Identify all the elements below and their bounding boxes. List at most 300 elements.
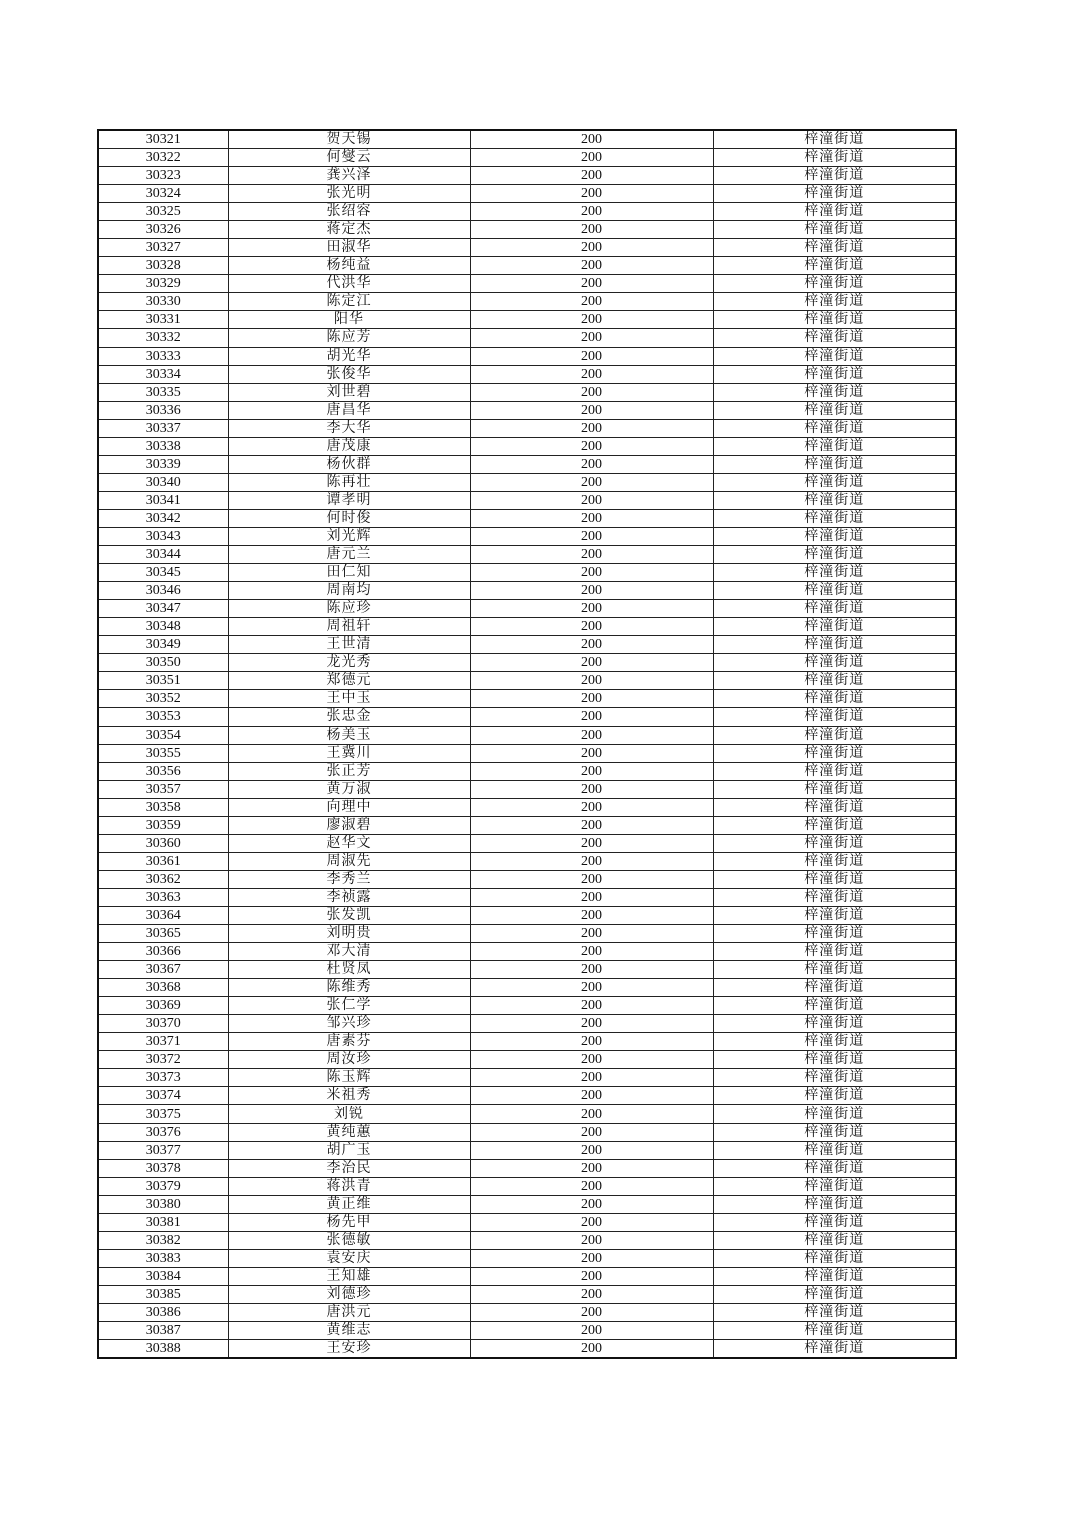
table-row [98,509,956,527]
amount-cell: 200 [470,401,713,419]
table-row [98,600,956,618]
district-cell: 梓潼街道 [713,1231,956,1249]
district-cell: 梓潼街道 [713,257,956,275]
table-row [98,564,956,582]
name-cell: 龙光秀 [228,654,470,672]
district-cell: 梓潼街道 [713,509,956,527]
row-id-cell: 30336 [98,401,228,419]
row-id-cell: 30386 [98,1304,228,1322]
name-cell: 黄纯蕙 [228,1123,470,1141]
amount-cell: 200 [470,1123,713,1141]
name-cell: 张发凯 [228,906,470,924]
table-row [98,1285,956,1303]
district-cell: 梓潼街道 [713,437,956,455]
row-id-cell: 30355 [98,744,228,762]
name-cell: 贺天锡 [228,130,470,149]
table-row [98,582,956,600]
amount-cell: 200 [470,582,713,600]
name-cell: 米祖秀 [228,1087,470,1105]
row-id-cell: 30371 [98,1033,228,1051]
row-id-cell: 30342 [98,509,228,527]
district-cell: 梓潼街道 [713,130,956,149]
district-cell: 梓潼街道 [713,1015,956,1033]
district-cell: 梓潼街道 [713,419,956,437]
district-cell: 梓潼街道 [713,527,956,545]
district-cell: 梓潼街道 [713,690,956,708]
name-cell: 邹兴珍 [228,1015,470,1033]
row-id-cell: 30325 [98,203,228,221]
district-cell: 梓潼街道 [713,1213,956,1231]
amount-cell: 200 [470,203,713,221]
district-cell: 梓潼街道 [713,870,956,888]
row-id-cell: 30357 [98,780,228,798]
table-row [98,1340,956,1359]
district-cell: 梓潼街道 [713,1069,956,1087]
district-cell: 梓潼街道 [713,780,956,798]
district-cell: 梓潼街道 [713,347,956,365]
district-cell: 梓潼街道 [713,329,956,347]
row-id-cell: 30381 [98,1213,228,1231]
table-row [98,167,956,185]
row-id-cell: 30375 [98,1105,228,1123]
name-cell: 李治民 [228,1159,470,1177]
name-cell: 刘明贵 [228,925,470,943]
district-cell: 梓潼街道 [713,1105,956,1123]
amount-cell: 200 [470,419,713,437]
table-row [98,1069,956,1087]
amount-cell: 200 [470,473,713,491]
table-row [98,672,956,690]
name-cell: 刘德珍 [228,1285,470,1303]
amount-cell: 200 [470,888,713,906]
amount-cell: 200 [470,852,713,870]
amount-cell: 200 [470,672,713,690]
row-id-cell: 30350 [98,654,228,672]
amount-cell: 200 [470,455,713,473]
district-cell: 梓潼街道 [713,744,956,762]
table-row [98,816,956,834]
amount-cell: 200 [470,636,713,654]
row-id-cell: 30361 [98,852,228,870]
table-row [98,888,956,906]
district-cell: 梓潼街道 [713,906,956,924]
amount-cell: 200 [470,1249,713,1267]
row-id-cell: 30382 [98,1231,228,1249]
name-cell: 何燮云 [228,149,470,167]
name-cell: 杨先甲 [228,1213,470,1231]
amount-cell: 200 [470,1285,713,1303]
row-id-cell: 30344 [98,546,228,564]
row-id-cell: 30326 [98,221,228,239]
row-id-cell: 30388 [98,1340,228,1359]
table-row [98,347,956,365]
amount-cell: 200 [470,925,713,943]
row-id-cell: 30349 [98,636,228,654]
name-cell: 周祖轩 [228,618,470,636]
district-cell: 梓潼街道 [713,1304,956,1322]
table-row [98,149,956,167]
table-row [98,311,956,329]
district-cell: 梓潼街道 [713,888,956,906]
table-row [98,997,956,1015]
district-cell: 梓潼街道 [713,491,956,509]
row-id-cell: 30335 [98,383,228,401]
district-cell: 梓潼街道 [713,600,956,618]
amount-cell: 200 [470,961,713,979]
table-row [98,1105,956,1123]
amount-cell: 200 [470,618,713,636]
name-cell: 杨纯益 [228,257,470,275]
table-row [98,1141,956,1159]
name-cell: 王安珍 [228,1340,470,1359]
district-cell: 梓潼街道 [713,1159,956,1177]
district-cell: 梓潼街道 [713,293,956,311]
name-cell: 王世清 [228,636,470,654]
name-cell: 陈定江 [228,293,470,311]
table-row [98,455,956,473]
name-cell: 袁安庆 [228,1249,470,1267]
amount-cell: 200 [470,943,713,961]
row-id-cell: 30321 [98,130,228,149]
table-row [98,943,956,961]
amount-cell: 200 [470,221,713,239]
table-row [98,925,956,943]
table-row [98,275,956,293]
row-id-cell: 30360 [98,834,228,852]
row-id-cell: 30354 [98,726,228,744]
row-id-cell: 30322 [98,149,228,167]
district-cell: 梓潼街道 [713,672,956,690]
name-cell: 唐素芬 [228,1033,470,1051]
amount-cell: 200 [470,1087,713,1105]
district-cell: 梓潼街道 [713,997,956,1015]
row-id-cell: 30380 [98,1195,228,1213]
table-row [98,257,956,275]
amount-cell: 200 [470,708,713,726]
row-id-cell: 30366 [98,943,228,961]
table-row [98,870,956,888]
table-row [98,708,956,726]
table-row [98,1267,956,1285]
row-id-cell: 30368 [98,979,228,997]
district-cell: 梓潼街道 [713,852,956,870]
district-cell: 梓潼街道 [713,203,956,221]
table-row [98,221,956,239]
amount-cell: 200 [470,1177,713,1195]
name-cell: 廖淑碧 [228,816,470,834]
row-id-cell: 30372 [98,1051,228,1069]
table-row [98,1015,956,1033]
table-row [98,203,956,221]
district-cell: 梓潼街道 [713,401,956,419]
name-cell: 张绍容 [228,203,470,221]
row-id-cell: 30363 [98,888,228,906]
name-cell: 杨伙群 [228,455,470,473]
district-cell: 梓潼街道 [713,1195,956,1213]
table-row [98,1033,956,1051]
district-cell: 梓潼街道 [713,167,956,185]
district-cell: 梓潼街道 [713,618,956,636]
district-cell: 梓潼街道 [713,979,956,997]
amount-cell: 200 [470,906,713,924]
name-cell: 向理中 [228,798,470,816]
name-cell: 王中玉 [228,690,470,708]
amount-cell: 200 [470,1322,713,1340]
row-id-cell: 30351 [98,672,228,690]
row-id-cell: 30343 [98,527,228,545]
table-row [98,1213,956,1231]
table-row [98,401,956,419]
row-id-cell: 30331 [98,311,228,329]
name-cell: 刘锐 [228,1105,470,1123]
amount-cell: 200 [470,780,713,798]
name-cell: 谭孝明 [228,491,470,509]
district-cell: 梓潼街道 [713,925,956,943]
table-row [98,293,956,311]
row-id-cell: 30353 [98,708,228,726]
name-cell: 黄正维 [228,1195,470,1213]
row-id-cell: 30362 [98,870,228,888]
district-cell: 梓潼街道 [713,816,956,834]
table-row [98,1249,956,1267]
data-table [97,129,957,1359]
name-cell: 王知雄 [228,1267,470,1285]
row-id-cell: 30384 [98,1267,228,1285]
district-cell: 梓潼街道 [713,383,956,401]
row-id-cell: 30374 [98,1087,228,1105]
row-id-cell: 30332 [98,329,228,347]
row-id-cell: 30385 [98,1285,228,1303]
row-id-cell: 30378 [98,1159,228,1177]
amount-cell: 200 [470,1267,713,1285]
row-id-cell: 30356 [98,762,228,780]
amount-cell: 200 [470,997,713,1015]
table-row [98,365,956,383]
district-cell: 梓潼街道 [713,708,956,726]
row-id-cell: 30333 [98,347,228,365]
name-cell: 周南均 [228,582,470,600]
row-id-cell: 30323 [98,167,228,185]
name-cell: 赵华文 [228,834,470,852]
amount-cell: 200 [470,293,713,311]
name-cell: 李秀兰 [228,870,470,888]
amount-cell: 200 [470,979,713,997]
table-row [98,1123,956,1141]
district-cell: 梓潼街道 [713,1177,956,1195]
name-cell: 胡光华 [228,347,470,365]
amount-cell: 200 [470,527,713,545]
row-id-cell: 30352 [98,690,228,708]
amount-cell: 200 [470,816,713,834]
district-cell: 梓潼街道 [713,1267,956,1285]
table-row [98,383,956,401]
name-cell: 胡广玉 [228,1141,470,1159]
table-row [98,1195,956,1213]
row-id-cell: 30337 [98,419,228,437]
amount-cell: 200 [470,726,713,744]
name-cell: 代洪华 [228,275,470,293]
name-cell: 郑德元 [228,672,470,690]
amount-cell: 200 [470,275,713,293]
amount-cell: 200 [470,1304,713,1322]
table-row [98,437,956,455]
name-cell: 周汝珍 [228,1051,470,1069]
name-cell: 邓大清 [228,943,470,961]
amount-cell: 200 [470,600,713,618]
name-cell: 唐茂康 [228,437,470,455]
district-cell: 梓潼街道 [713,275,956,293]
amount-cell: 200 [470,167,713,185]
row-id-cell: 30369 [98,997,228,1015]
amount-cell: 200 [470,509,713,527]
table-row [98,1051,956,1069]
amount-cell: 200 [470,311,713,329]
district-cell: 梓潼街道 [713,943,956,961]
amount-cell: 200 [470,437,713,455]
name-cell: 杨美玉 [228,726,470,744]
row-id-cell: 30379 [98,1177,228,1195]
table-row [98,419,956,437]
name-cell: 张俊华 [228,365,470,383]
district-cell: 梓潼街道 [713,1033,956,1051]
row-id-cell: 30348 [98,618,228,636]
row-id-cell: 30345 [98,564,228,582]
district-cell: 梓潼街道 [713,1051,956,1069]
name-cell: 陈应珍 [228,600,470,618]
name-cell: 王冀川 [228,744,470,762]
name-cell: 陈维秀 [228,979,470,997]
name-cell: 杜贤凤 [228,961,470,979]
district-cell: 梓潼街道 [713,654,956,672]
amount-cell: 200 [470,1159,713,1177]
name-cell: 陈应芳 [228,329,470,347]
row-id-cell: 30330 [98,293,228,311]
table-row [98,690,956,708]
row-id-cell: 30365 [98,925,228,943]
table-row [98,130,956,149]
amount-cell: 200 [470,1141,713,1159]
name-cell: 龚兴泽 [228,167,470,185]
table-row [98,852,956,870]
table-row [98,1087,956,1105]
name-cell: 陈再壮 [228,473,470,491]
row-id-cell: 30376 [98,1123,228,1141]
table-row [98,1177,956,1195]
district-cell: 梓潼街道 [713,149,956,167]
district-cell: 梓潼街道 [713,961,956,979]
amount-cell: 200 [470,564,713,582]
district-cell: 梓潼街道 [713,1087,956,1105]
name-cell: 张光明 [228,185,470,203]
table-row [98,979,956,997]
table-row [98,834,956,852]
table-row [98,185,956,203]
amount-cell: 200 [470,239,713,257]
name-cell: 李祯露 [228,888,470,906]
amount-cell: 200 [470,1231,713,1249]
amount-cell: 200 [470,1195,713,1213]
amount-cell: 200 [470,383,713,401]
district-cell: 梓潼街道 [713,1340,956,1359]
amount-cell: 200 [470,257,713,275]
name-cell: 田仁知 [228,564,470,582]
row-id-cell: 30339 [98,455,228,473]
table-row [98,618,956,636]
district-cell: 梓潼街道 [713,1123,956,1141]
amount-cell: 200 [470,744,713,762]
district-cell: 梓潼街道 [713,834,956,852]
name-cell: 黄万淑 [228,780,470,798]
table-row [98,636,956,654]
name-cell: 刘世碧 [228,383,470,401]
amount-cell: 200 [470,654,713,672]
district-cell: 梓潼街道 [713,1322,956,1340]
amount-cell: 200 [470,762,713,780]
amount-cell: 200 [470,834,713,852]
table-row [98,1322,956,1340]
name-cell: 李大华 [228,419,470,437]
table-row [98,654,956,672]
table-row [98,239,956,257]
amount-cell: 200 [470,798,713,816]
amount-cell: 200 [470,185,713,203]
district-cell: 梓潼街道 [713,311,956,329]
name-cell: 阳华 [228,311,470,329]
row-id-cell: 30324 [98,185,228,203]
amount-cell: 200 [470,1213,713,1231]
table-body [98,130,956,1358]
row-id-cell: 30377 [98,1141,228,1159]
name-cell: 黄维志 [228,1322,470,1340]
name-cell: 张仁学 [228,997,470,1015]
row-id-cell: 30358 [98,798,228,816]
table-row [98,1159,956,1177]
table-row [98,906,956,924]
table-row [98,744,956,762]
row-id-cell: 30383 [98,1249,228,1267]
amount-cell: 200 [470,1340,713,1359]
table-row [98,780,956,798]
table-row [98,798,956,816]
name-cell: 周淑先 [228,852,470,870]
row-id-cell: 30370 [98,1015,228,1033]
district-cell: 梓潼街道 [713,455,956,473]
row-id-cell: 30347 [98,600,228,618]
table-row [98,546,956,564]
row-id-cell: 30346 [98,582,228,600]
name-cell: 蒋洪青 [228,1177,470,1195]
table-row [98,1304,956,1322]
amount-cell: 200 [470,130,713,149]
amount-cell: 200 [470,1069,713,1087]
name-cell: 陈玉辉 [228,1069,470,1087]
row-id-cell: 30327 [98,239,228,257]
row-id-cell: 30359 [98,816,228,834]
name-cell: 张忠金 [228,708,470,726]
name-cell: 刘光辉 [228,527,470,545]
name-cell: 唐昌华 [228,401,470,419]
amount-cell: 200 [470,491,713,509]
row-id-cell: 30338 [98,437,228,455]
amount-cell: 200 [470,690,713,708]
name-cell: 何时俊 [228,509,470,527]
district-cell: 梓潼街道 [713,221,956,239]
amount-cell: 200 [470,1105,713,1123]
district-cell: 梓潼街道 [713,762,956,780]
district-cell: 梓潼街道 [713,1141,956,1159]
table-row [98,1231,956,1249]
table-row [98,726,956,744]
